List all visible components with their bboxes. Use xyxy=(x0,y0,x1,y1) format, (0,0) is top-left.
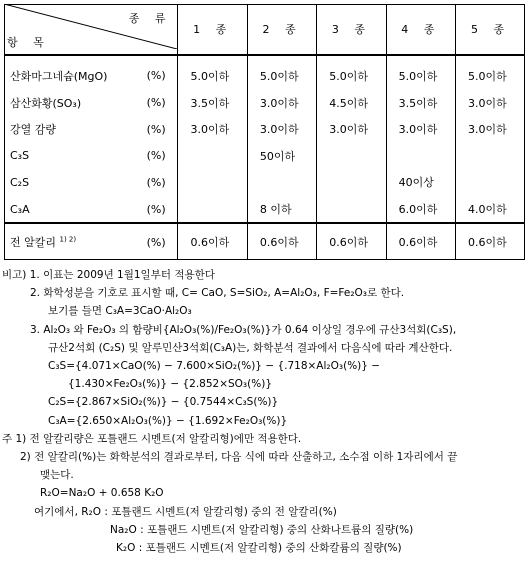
row-unit: (%) xyxy=(135,116,178,143)
grade-header-2: 2 종 xyxy=(247,4,316,55)
note-line: 여기에서, R₂O : 포틀랜드 시멘트(저 알칼리형) 중의 전 알칼리(%) xyxy=(34,505,337,518)
row-item: C₃S xyxy=(10,149,30,163)
note-line: 규산2석회 (C₂S) 및 알루민산3석회(C₃A)는, 화학분석 결과에서 다음식에 따라 계산한다. xyxy=(48,341,453,354)
cell-value: 0.6이하 xyxy=(317,223,386,260)
note-line: Na₂O : 포틀랜드 시멘트(저 알칼리형) 중의 산화나트륨의 질량(%) xyxy=(110,523,414,536)
cell-value: 4.0이하 xyxy=(456,196,525,224)
cell-value: 3.0이하 xyxy=(178,116,247,143)
note-line: R₂O=Na₂O + 0.658 K₂O xyxy=(40,487,164,500)
note-line: 비고) 1. 이표는 2009년 1월1일부터 적용한다 xyxy=(2,269,215,281)
cell-value xyxy=(317,196,386,224)
table-row xyxy=(4,196,525,224)
cell-value: 3.0이하 xyxy=(456,116,525,143)
cell-value: 5.0이하 xyxy=(386,55,455,89)
note-line: 2) 전 알칼리(%)는 화학분석의 결과로부터, 다음 식에 따라 산출하고, 소수점 이하 1자리에서 끝 xyxy=(20,451,458,464)
total-alkali-footnote-ref: 1) 2) xyxy=(59,235,77,244)
row-unit: (%) xyxy=(135,169,178,196)
grade-header-1: 1 종 xyxy=(178,4,247,55)
total-alkali-row xyxy=(4,223,525,260)
chemical-composition-table xyxy=(4,4,525,260)
row-item: 강열 감량 xyxy=(10,123,57,137)
corner-item-label: 항 목 xyxy=(7,35,50,49)
notes-section xyxy=(2,266,527,557)
grade-header-4: 4 종 xyxy=(386,4,455,55)
cell-value xyxy=(456,143,525,170)
table-row xyxy=(4,116,525,143)
cell-value: 5.0이하 xyxy=(178,55,247,89)
table-row xyxy=(4,169,525,196)
grade-header-5: 5 종 xyxy=(456,4,525,55)
cell-value xyxy=(317,143,386,170)
note-line: C₂S={2.867×SiO₂(%)} − {0.7544×C₃S(%)} xyxy=(48,396,279,409)
cell-value: 6.0이하 xyxy=(386,196,455,224)
note-line: K₂O : 포틀랜드 시멘트(저 알칼리형) 중의 산화칼륨의 질량(%) xyxy=(116,542,402,555)
cell-value: 8 이하 xyxy=(247,196,316,224)
cell-value: 3.0이하 xyxy=(317,116,386,143)
cell-value xyxy=(317,169,386,196)
cell-value: 3.0이하 xyxy=(456,89,525,116)
cell-value xyxy=(386,143,455,170)
cell-value: 50이하 xyxy=(247,143,316,170)
corner-kind-label: 종 류 xyxy=(128,12,172,25)
table-row xyxy=(4,55,525,89)
row-item: 산화마그네슘(MgO) xyxy=(10,69,108,83)
total-alkali-item xyxy=(4,223,135,260)
note-line: C₃A={2.650×Al₂O₃(%)} − {1.692×Fe₂O₃(%)} xyxy=(48,414,288,427)
row-item: C₃A xyxy=(10,202,30,216)
cell-value: 4.5이하 xyxy=(317,89,386,116)
cell-value: 5.0이하 xyxy=(456,55,525,89)
note-line: 주 1) 전 알칼리량은 포틀랜드 시멘트(저 알칼리형)에만 적용한다. xyxy=(2,432,302,445)
note-line: 3. Al₂O₃ 와 Fe₂O₃ 의 함량비{Al₂O₃(%)/Fe₂O₃(%)}가 0.64 이상일 경우에 규산3석회(C₃S), xyxy=(30,323,457,336)
row-unit: (%) xyxy=(135,196,178,224)
table-row xyxy=(4,89,525,116)
cell-value: 40이상 xyxy=(386,169,455,196)
row-item: 삼산화황(SO₃) xyxy=(10,96,82,110)
row-unit: (%) xyxy=(135,143,178,170)
cell-value xyxy=(178,196,247,224)
cell-value xyxy=(456,169,525,196)
row-unit: (%) xyxy=(135,89,178,116)
note-line: 2. 화학성분을 기호로 표시할 때, C= CaO, S=SiO₂, A=Al₂O₃, F=Fe₂O₃로 한다. xyxy=(30,287,405,300)
cell-value: 0.6이하 xyxy=(178,223,247,260)
cell-value: 5.0이하 xyxy=(317,55,386,89)
cell-value: 3.0이하 xyxy=(247,116,316,143)
cell-value: 3.0이하 xyxy=(247,89,316,116)
grade-header-3: 3 종 xyxy=(317,4,386,55)
corner-cell xyxy=(4,4,178,55)
note-line: C₃S={4.071×CaO(%) − 7.600×SiO₂(%)} − {.718×Al₂O₃(%)} − xyxy=(48,360,381,373)
cell-value xyxy=(178,143,247,170)
cell-value xyxy=(178,169,247,196)
total-alkali-label: 전 알칼리 xyxy=(10,236,57,250)
row-unit: (%) xyxy=(135,223,178,260)
cell-value xyxy=(247,169,316,196)
cell-value: 5.0이하 xyxy=(247,55,316,89)
cell-value: 3.0이하 xyxy=(386,116,455,143)
cell-value: 0.6이하 xyxy=(456,223,525,260)
row-unit: (%) xyxy=(135,55,178,89)
table-row xyxy=(4,143,525,170)
header-row xyxy=(4,4,525,55)
note-line: 보기를 들면 C₃A=3CaO·Al₂O₃ xyxy=(48,305,192,318)
cell-value: 0.6이하 xyxy=(386,223,455,260)
cell-value: 3.5이하 xyxy=(178,89,247,116)
note-line: {1.430×Fe₂O₃(%)} − {2.852×SO₃(%)} xyxy=(68,378,272,391)
row-item: C₂S xyxy=(10,175,30,189)
note-line: 맺는다. xyxy=(40,469,74,482)
cell-value: 0.6이하 xyxy=(247,223,316,260)
cell-value: 3.5이하 xyxy=(386,89,455,116)
